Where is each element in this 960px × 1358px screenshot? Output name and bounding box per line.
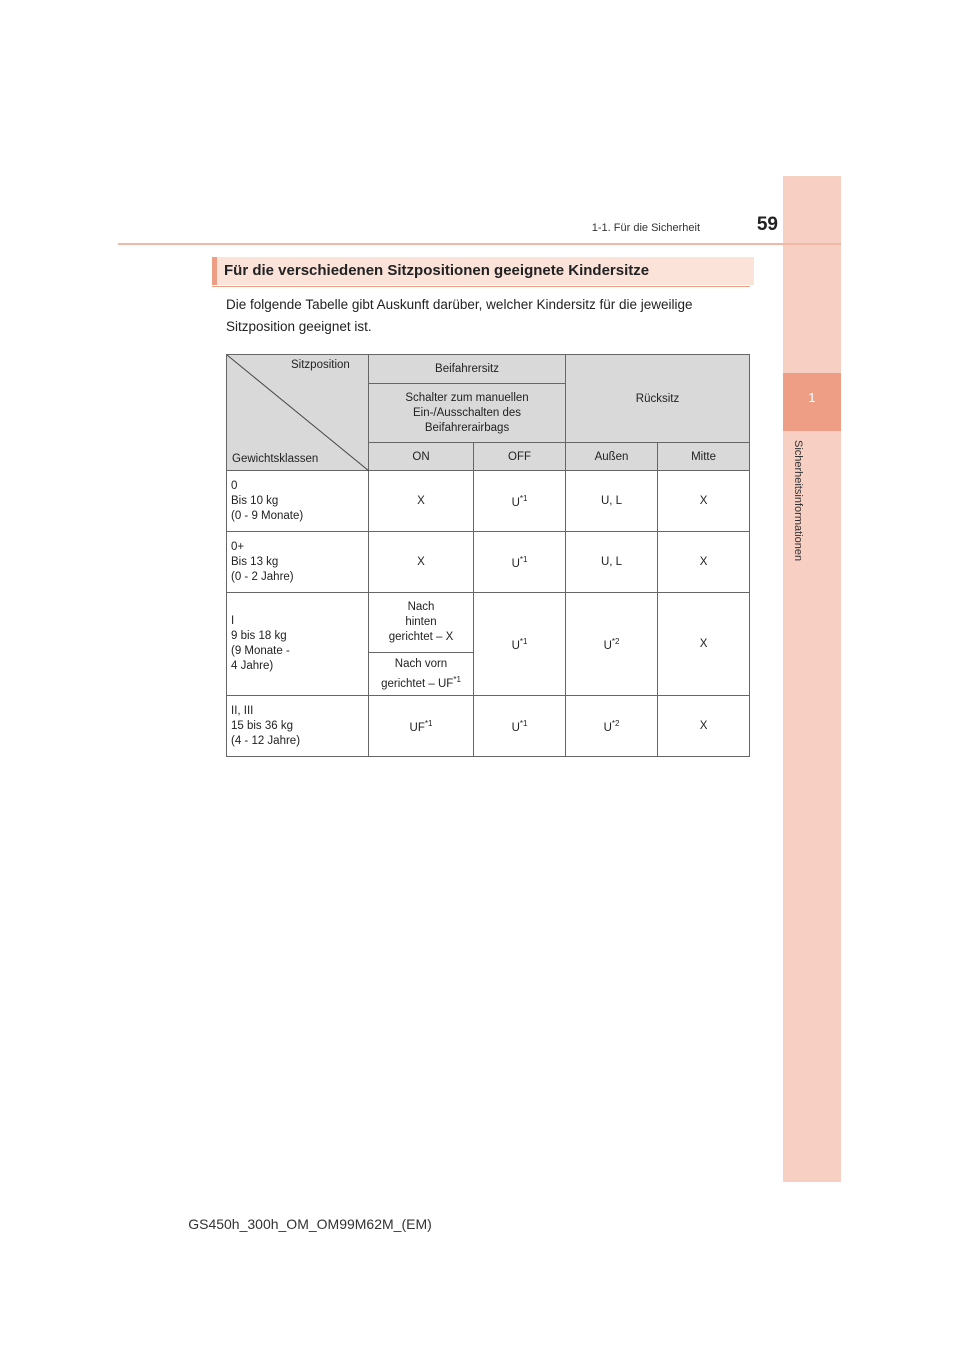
header-airbag-switch xyxy=(369,384,566,443)
cell-outer: U, L xyxy=(566,471,658,532)
cell-on-forward-facing xyxy=(369,653,474,696)
cell-on: X xyxy=(369,471,474,532)
cell-middle: X xyxy=(658,696,750,757)
cell-text-line1: Nach xyxy=(407,601,435,613)
cell-value: U xyxy=(511,496,520,509)
header-section-title: 1-1. Für die Sicherheit xyxy=(591,222,700,234)
section-heading-rule xyxy=(212,286,750,287)
cell-on: X xyxy=(369,532,474,593)
weight-class-cell xyxy=(227,696,369,757)
header-off: OFF xyxy=(474,443,566,471)
footnote-marker: *1 xyxy=(424,719,433,729)
weight-class-group: 0 xyxy=(231,479,238,492)
table-row xyxy=(227,696,750,757)
cell-off xyxy=(474,696,566,757)
cell-off xyxy=(474,532,566,593)
cell-off xyxy=(474,593,566,696)
chapter-side-tab xyxy=(783,176,841,1182)
corner-label-weight-classes: Gewichtsklassen xyxy=(232,453,319,465)
header-on: ON xyxy=(369,443,474,471)
intro-paragraph: Die folgende Tabelle gibt Auskunft darüber, welcher Kindersitz für die jeweilige Sitzposition geeignet ist. xyxy=(226,297,693,334)
footnote-marker: *2 xyxy=(611,719,620,729)
document-footer-code: GS450h_300h_OM_OM99M62M_(EM) xyxy=(188,1216,432,1232)
cell-on-rear-facing xyxy=(369,593,474,653)
cell-middle: X xyxy=(658,471,750,532)
cell-middle: X xyxy=(658,532,750,593)
weight-class-cell xyxy=(227,471,369,532)
header-airbag-switch-line3: Beifahrerairbags xyxy=(424,421,510,434)
header-airbag-switch-line1: Schalter zum manuellen xyxy=(405,391,529,404)
weight-class-age: (9 Monate - xyxy=(231,645,290,657)
cell-text-line2: hinten xyxy=(405,616,437,628)
cell-outer xyxy=(566,593,658,696)
weight-class-age: (4 - 12 Jahre) xyxy=(231,734,301,747)
chapter-label: Sicherheitsinformationen xyxy=(792,440,804,562)
table-corner-cell xyxy=(227,355,369,471)
cell-value: U xyxy=(511,557,520,570)
header-passenger-seat: Beifahrersitz xyxy=(369,355,566,384)
chapter-number: 1 xyxy=(808,390,816,405)
cell-value: U xyxy=(511,721,520,734)
cell-value: UF xyxy=(409,721,425,734)
cell-outer: U, L xyxy=(566,532,658,593)
weight-class-age: (0 - 9 Monate) xyxy=(231,509,304,522)
cell-value: U xyxy=(603,639,612,652)
weight-class-cell xyxy=(227,593,369,696)
table-row xyxy=(227,471,750,532)
weight-class-weight: 9 bis 18 kg xyxy=(231,630,287,642)
weight-class-age: (0 - 2 Jahre) xyxy=(231,570,294,583)
cell-value: U xyxy=(511,639,520,652)
weight-class-group: I xyxy=(231,615,235,627)
header-outer: Außen xyxy=(566,443,658,471)
footnote-marker: *1 xyxy=(519,637,528,647)
header-airbag-switch-line2: Ein-/Ausschalten des xyxy=(412,406,522,419)
cell-off xyxy=(474,471,566,532)
header-middle: Mitte xyxy=(658,443,750,471)
cell-middle: X xyxy=(658,593,750,696)
cell-value: U xyxy=(603,721,612,734)
weight-class-weight: 15 bis 36 kg xyxy=(231,719,294,732)
footnote-marker: *1 xyxy=(453,674,461,684)
footnote-marker: *1 xyxy=(519,555,528,565)
weight-class-group: 0+ xyxy=(231,540,245,553)
header-divider xyxy=(118,243,841,245)
footnote-marker: *1 xyxy=(519,719,528,729)
weight-class-weight: Bis 10 kg xyxy=(231,494,279,507)
cell-outer xyxy=(566,696,658,757)
weight-class-age-cont: 4 Jahre) xyxy=(231,660,274,672)
cell-text-line2: gerichtet – UF xyxy=(381,677,454,690)
child-seat-table xyxy=(226,354,750,757)
table-row xyxy=(227,593,750,653)
cell-on xyxy=(369,696,474,757)
weight-class-cell xyxy=(227,532,369,593)
cell-text-line3: gerichtet – X xyxy=(388,631,454,643)
weight-class-weight: Bis 13 kg xyxy=(231,555,279,568)
table-row xyxy=(227,532,750,593)
footnote-marker: *2 xyxy=(611,637,620,647)
header-rear-seat: Rücksitz xyxy=(566,355,750,443)
corner-label-seat-position: Sitzposition xyxy=(291,359,350,371)
cell-text-line1: Nach vorn xyxy=(394,657,448,670)
weight-class-group: II, III xyxy=(231,704,254,717)
footnote-marker: *1 xyxy=(519,494,528,504)
section-heading: Für die verschiedenen Sitzpositionen geeignete Kindersitze xyxy=(224,262,650,279)
page-number: 59 xyxy=(756,214,778,235)
